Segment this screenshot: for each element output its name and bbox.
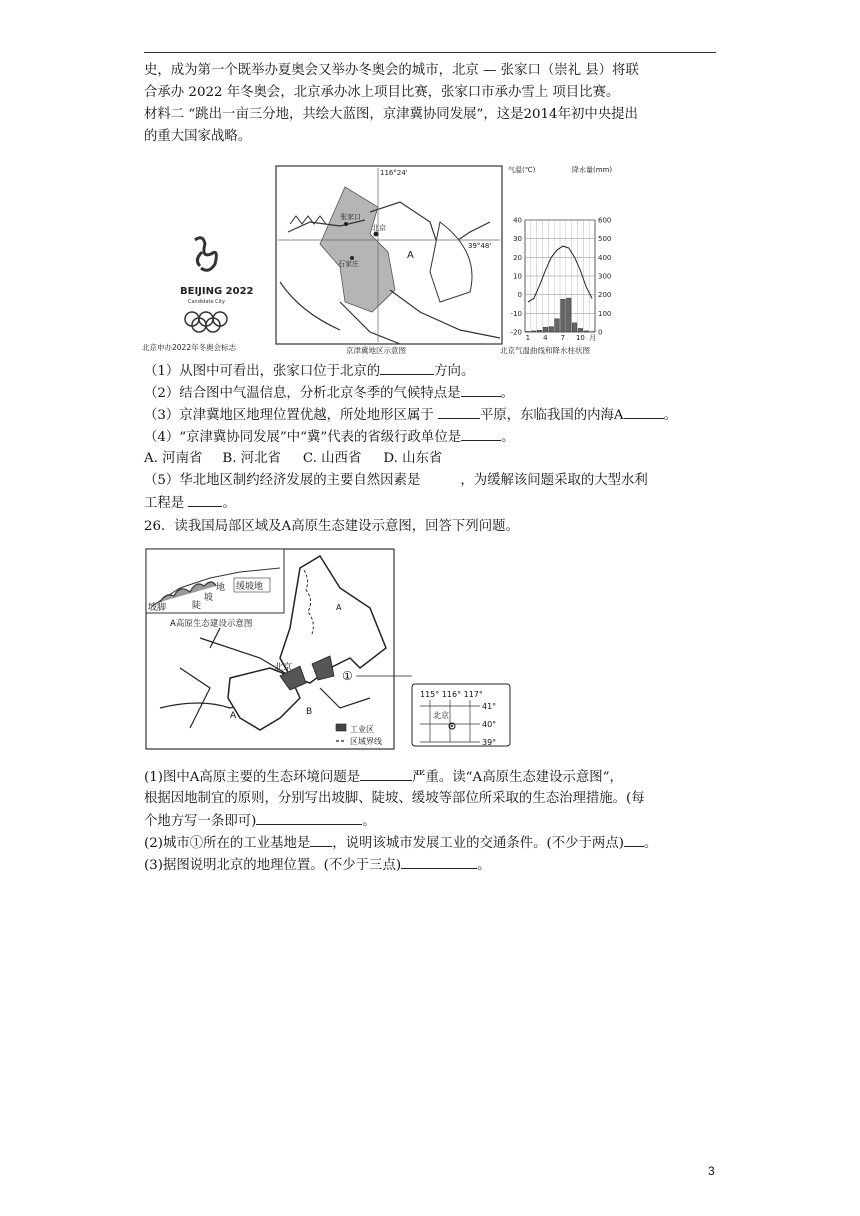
answer-blank[interactable]	[256, 810, 362, 825]
climate-chart	[500, 165, 612, 355]
option-a[interactable]: A. 河南省	[144, 451, 203, 466]
figure-jingjinji	[140, 162, 630, 357]
grid-lat-41: 41°	[482, 702, 497, 711]
precip-tick-label: 600	[598, 216, 612, 225]
precip-bar	[555, 319, 560, 332]
map-label-b: B	[306, 707, 313, 717]
city-shijiazhuang: 石家庄	[338, 260, 359, 268]
figure-plateau-map	[140, 548, 514, 752]
logo-sub: Candidate City	[188, 299, 225, 305]
q26-part1-line2: 根据因地制宜的原则，分别写出坡脚、陡坡、缓坡等部位所采取的生态治理措施。(每	[144, 791, 645, 806]
text-line: 材料二 “跳出一亩三分地，共绘大蓝图，京津冀协同发展”，这是2014年初中央提出	[144, 107, 638, 122]
month-unit-label: 月	[589, 334, 597, 342]
question-1: （1）从图中可看出，张家口位于北京的 方向。	[144, 360, 718, 383]
temp-axis-title: 气温(℃)	[508, 166, 536, 174]
inset-slope: 坡	[204, 593, 214, 603]
precip-bar	[566, 298, 571, 332]
answer-blank[interactable]	[624, 832, 644, 847]
precip-bar	[537, 330, 542, 332]
map-caption: 京津冀地区示意图	[346, 346, 406, 355]
legend-industry: 工业区	[350, 725, 374, 734]
text-line: 合承办 2022 年冬奥会，北京承办冰上项目比赛，张家口市承办雪上 项目比赛。	[144, 85, 620, 100]
logo-caption: 北京申办2022年冬奥会标志	[142, 343, 237, 352]
map-label-a: A	[407, 250, 414, 261]
city-beijing: 北京	[372, 224, 386, 232]
temp-tick-label: 30	[513, 235, 522, 244]
precip-bar	[531, 331, 536, 332]
text-line: 史，成为第一个既举办夏奥会又举办冬奥会的城市，北京 — 张家口（崇礼 县）将联	[144, 63, 639, 78]
page-number: 3	[708, 1164, 715, 1178]
q26-part1: (1)图中A高原主要的生态环境问题是 严重。读“A高原生态建设示意图”，	[144, 766, 718, 789]
grid-lons: 115° 116° 117°	[420, 690, 483, 699]
question-4: （4）“京津冀协同发展”中“冀”代表的省级行政单位是 。	[144, 426, 718, 449]
question-2: （2）结合图中气温信息，分析北京冬季的气候特点是 。	[144, 382, 718, 405]
answer-blank[interactable]	[360, 766, 412, 781]
answer-blank[interactable]	[624, 404, 664, 419]
options-row	[144, 448, 718, 470]
precip-bar	[526, 331, 531, 332]
question-5-line2: 工程是 。	[144, 492, 718, 515]
answer-blank[interactable]	[461, 382, 501, 397]
q26-part2: (2)城市①所在的工业基地是 ，说明该城市发展工业的交通条件。(不少于两点) 。	[144, 832, 718, 855]
question-5: （5）华北地区制约经济发展的主要自然因素是 ，为缓解该问题采取的大型水利	[144, 473, 648, 488]
month-tick-label: 7	[560, 334, 566, 342]
climate-caption: 北京气温曲线和降水柱状图	[500, 346, 590, 355]
q26-part3: (3)据图说明北京的地理位置。(不少于三点) 。	[144, 854, 718, 877]
temp-tick-label: 0	[517, 291, 522, 300]
logo-text: BEIJING 2022	[180, 286, 254, 297]
question-26-title: 26．读我国局部区域及A高原生态建设示意图，回答下列问题。	[144, 519, 519, 534]
precip-tick-label: 0	[598, 328, 603, 337]
question-3: （3）京津冀地区地理位置优越，所处地形区属于 平原，东临我国的内海A 。	[144, 404, 718, 427]
precip-bar	[543, 327, 548, 332]
map-label-a: A	[230, 711, 237, 721]
map-beijing: 北京	[274, 663, 293, 673]
inset-caption: A高原生态建设示意图	[170, 619, 253, 629]
inset-steep: 陡	[192, 601, 202, 611]
month-tick-label: 10	[575, 334, 585, 342]
grid-beijing: 北京	[433, 711, 449, 720]
inset-foot: 坡脚	[148, 603, 167, 613]
city-zhangjiakou: 张家口	[340, 213, 361, 221]
grid-lat-40: 40°	[482, 720, 497, 729]
precip-tick-label: 400	[598, 253, 612, 262]
temp-tick-label: -20	[510, 328, 522, 337]
option-b[interactable]: B. 河北省	[222, 451, 281, 466]
answer-blank[interactable]	[310, 832, 332, 847]
month-tick-label: 4	[543, 334, 548, 342]
inset-ground: 地	[216, 583, 226, 593]
precip-bar	[572, 323, 577, 332]
svg-text:A: A	[336, 603, 342, 612]
temp-tick-label: 20	[513, 253, 522, 262]
q26-part1-line3: 个地方写一条即可) 。	[144, 810, 718, 833]
precip-bar	[549, 327, 554, 332]
answer-blank[interactable]	[401, 854, 477, 869]
temp-tick-label: -10	[510, 309, 522, 318]
answer-blank[interactable]	[380, 360, 434, 375]
option-d[interactable]: D. 山东省	[383, 451, 443, 466]
option-c[interactable]: C. 山西省	[302, 451, 362, 466]
precip-axis-title: 降水量(mm)	[572, 166, 613, 174]
precip-tick-label: 500	[598, 235, 612, 244]
jingjinji-map	[276, 166, 502, 355]
temp-tick-label: 40	[513, 216, 522, 225]
month-tick-label: 1	[525, 334, 531, 342]
olympic-logo	[142, 238, 254, 352]
header-rule	[144, 52, 716, 53]
map-circle-1: ①	[342, 669, 353, 683]
map-lon-label: 116°24'	[380, 169, 408, 177]
precip-bar	[561, 299, 566, 332]
grid-lat-39: 39°	[482, 738, 497, 747]
answer-blank[interactable]	[461, 426, 501, 441]
text-line: 的重大国家战略。	[144, 129, 252, 144]
precip-bar	[584, 331, 589, 332]
precip-tick-label: 100	[598, 309, 612, 318]
temp-tick-label: 10	[513, 272, 522, 281]
precip-bar	[578, 328, 583, 332]
answer-blank[interactable]	[438, 404, 480, 419]
answer-blank[interactable]	[188, 492, 222, 507]
map-lat-label: 39°48'	[468, 242, 492, 250]
inset-gentle-slope: 缓坡地	[236, 582, 264, 592]
precip-tick-label: 200	[598, 291, 612, 300]
legend-border: 区域界线	[350, 737, 382, 746]
precip-tick-label: 300	[598, 272, 612, 281]
plateau-inset	[146, 549, 284, 613]
lonlat-grid-inset	[412, 684, 510, 747]
